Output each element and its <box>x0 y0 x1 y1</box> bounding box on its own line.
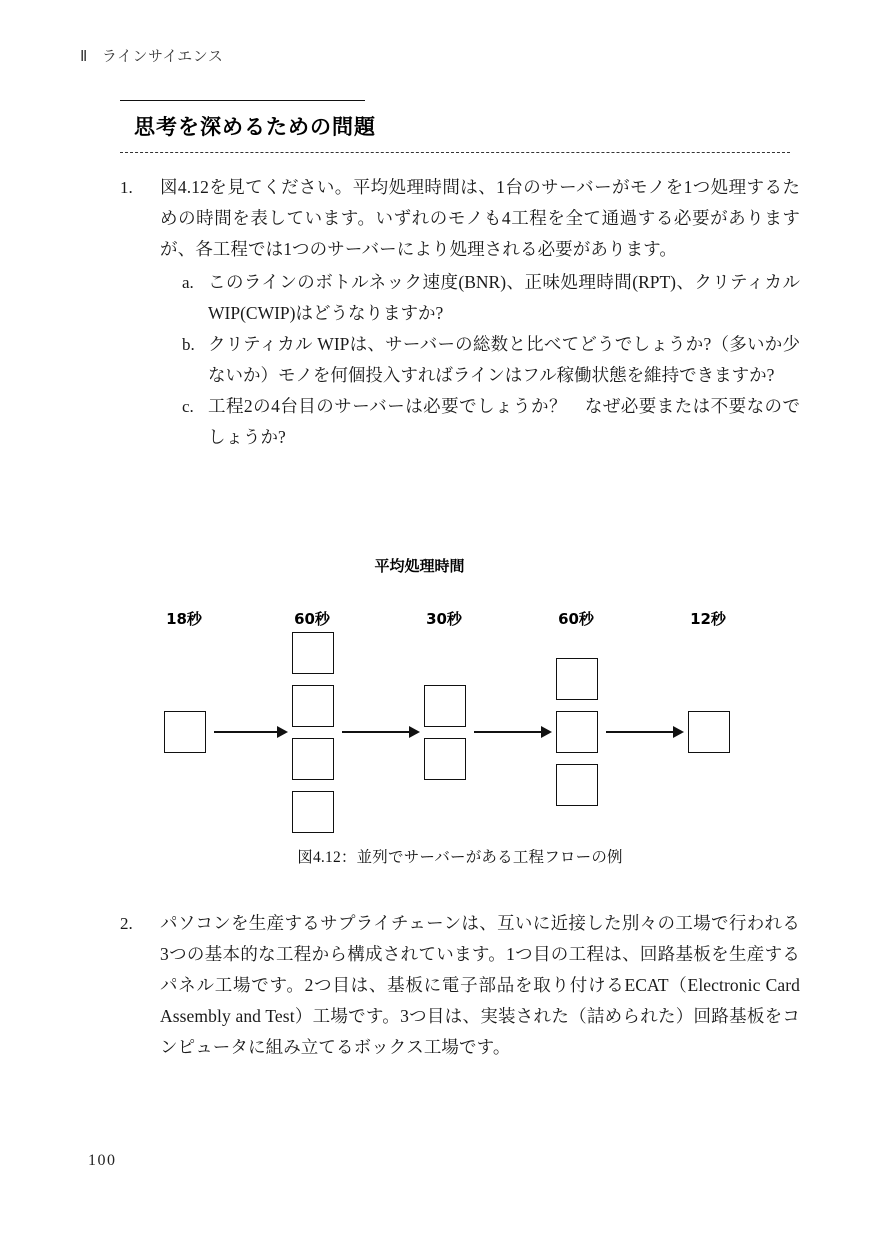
figure-station-3 <box>414 582 474 837</box>
flow-arrow-icon <box>474 726 552 738</box>
question-number: 2. <box>120 914 133 933</box>
server-box <box>556 764 598 806</box>
server-box <box>688 711 730 753</box>
question-1-block <box>120 172 800 453</box>
figure-station-4 <box>546 582 606 837</box>
flow-arrow-icon <box>342 726 420 738</box>
server-stack <box>423 685 467 780</box>
heading-rule-top <box>120 100 365 101</box>
section-heading-block <box>120 100 790 153</box>
station-time-label: 18秒 <box>166 610 202 628</box>
subitem-marker: b. <box>182 335 195 354</box>
figure-station-2 <box>282 582 342 837</box>
page-number: 100 <box>88 1152 117 1169</box>
question-subitem-list <box>160 267 800 453</box>
question-body <box>160 172 800 453</box>
flow-arrow-icon <box>606 726 684 738</box>
server-box <box>292 632 334 674</box>
server-box <box>424 738 466 780</box>
question-body <box>160 908 800 1063</box>
station-time-label: 12秒 <box>690 610 726 628</box>
page-title: 思考を深めるための問題 <box>134 115 376 139</box>
figure-canvas <box>120 582 800 837</box>
heading-rule-dashed <box>120 152 790 153</box>
question-subitem-b <box>182 329 800 391</box>
question-subitem-a <box>182 267 800 329</box>
server-stack <box>291 632 335 833</box>
subitem-marker: c. <box>182 397 194 416</box>
question-text: 図4.12を見てください。平均処理時間は、1台のサーバーがモノを1つ処理するための時間を表しています。いずれのモノも4工程を全て通過する必要がありますが、各工程では1つのサーバーにより処理される必要があります。 <box>160 177 800 259</box>
subitem-marker: a. <box>182 273 194 292</box>
figure-station-5 <box>678 582 738 837</box>
server-box <box>164 711 206 753</box>
figure-station-1 <box>154 582 214 837</box>
question-text: パソコンを生産するサプライチェーンは、互いに近接した別々の工場で行われる3つの基本的な工程から構成されています。1つ目の工程は、回路基板を生産するパネル工場です。2つ目は、基板に電子部品を取り付けるECAT（Electronic Card Assembly and Test）工場です。3つ目は、実装された（詰められた）回路基板をコンピュータに組み立てるボックス工場です。 <box>160 913 800 1057</box>
server-stack <box>687 711 731 753</box>
server-box <box>556 711 598 753</box>
station-time-label: 60秒 <box>558 610 594 628</box>
figure-4-12 <box>120 555 800 867</box>
server-box <box>292 685 334 727</box>
figure-title: 平均処理時間 <box>374 557 465 575</box>
running-head <box>80 45 223 66</box>
server-box <box>424 685 466 727</box>
server-box <box>292 791 334 833</box>
subitem-text: 工程2の4台目のサーバーは必要でしょうか？ なぜ必要または不要なのでしょうか? <box>208 396 800 447</box>
server-stack <box>163 711 207 753</box>
figure-caption: 図4.12：並列でサーバーがある工程フローの例 <box>297 849 623 866</box>
station-time-label: 60秒 <box>294 610 330 628</box>
running-head-title: ラインサイエンス <box>101 49 224 65</box>
question-number: 1. <box>120 178 133 197</box>
subitem-text: このラインのボトルネック速度(BNR)、正味処理時間(RPT)、クリティカル WIP(CWIP)はどうなりますか? <box>208 272 800 323</box>
subitem-text: クリティカル WIPは、サーバーの総数と比べてどうでしょうか?（多いか少ないか）モノを何個投入すればラインはフル稼働状態を維持できますか? <box>208 334 800 385</box>
question-item <box>120 908 800 1063</box>
question-item <box>120 172 800 453</box>
server-box <box>556 658 598 700</box>
server-box <box>292 738 334 780</box>
flow-arrow-icon <box>214 726 288 738</box>
server-stack <box>555 658 599 806</box>
question-2-block <box>120 908 800 1063</box>
question-subitem-c <box>182 391 800 453</box>
station-time-label: 30秒 <box>426 610 462 628</box>
running-head-number: Ⅱ <box>80 49 88 65</box>
